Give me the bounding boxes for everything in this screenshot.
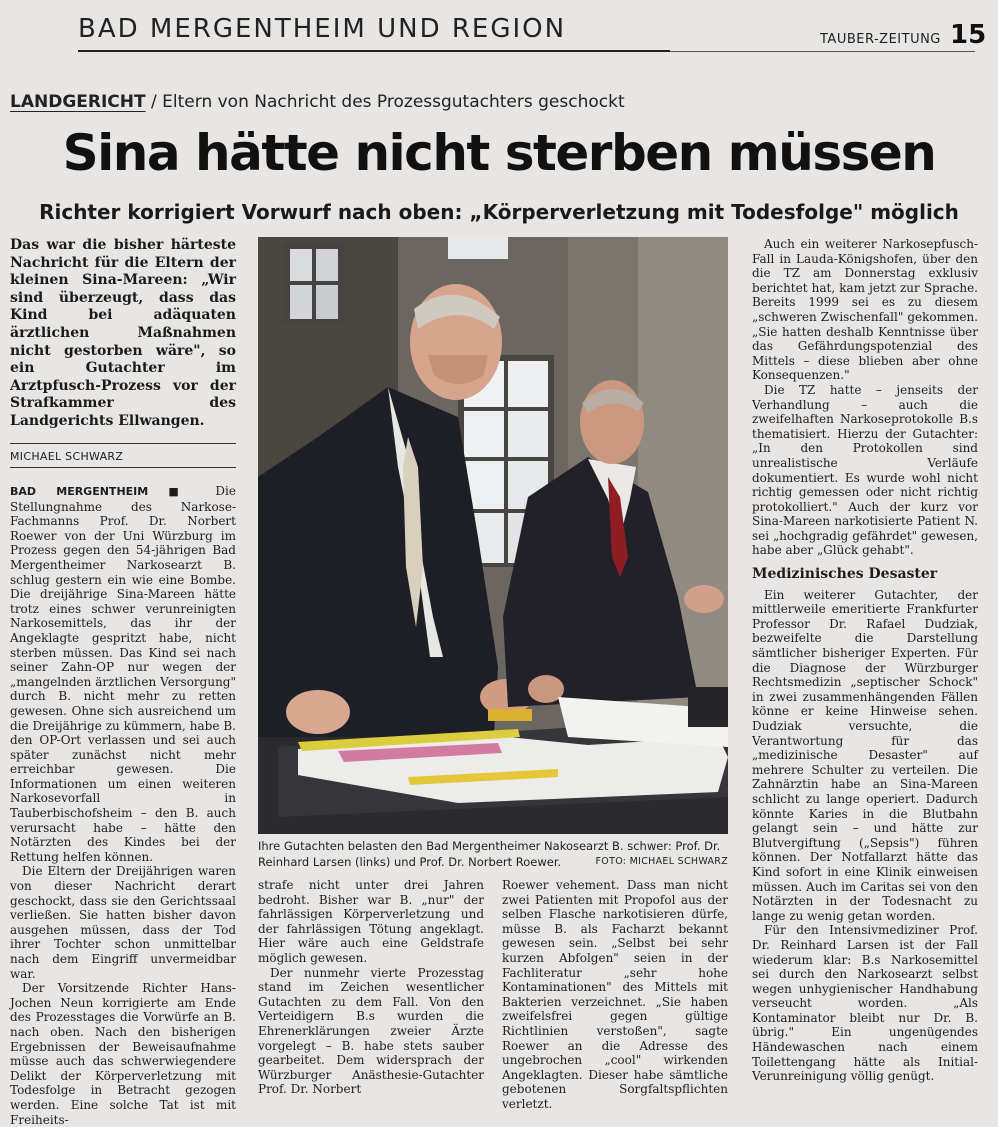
column-2 (258, 878, 484, 1097)
kicker-text: / Eltern von Nachricht des Prozessgutachters geschockt (145, 92, 625, 112)
column-4 (752, 237, 978, 1084)
body-paragraph: Roewer vehement. Dass man nicht zwei Patienten mit Propofol aus der selben Flasche narkotisieren dürfe, müsse B. als Facharzt bekannt gewesen sein. „Selbst bei sehr kurzen Abfolgen" seien in der Fachliteratur „sehr hohe Kontaminationen" des Mittels mit Bakterien verzeichnet. „Sie haben zweifelsfrei gegen gültige Richtlinien verstoßen", sagte Roewer an die Adresse des ungebrochen „cool" wirkenden Angeklagten. Dieser habe sämtliche gebotenen Sorgfaltspflichten verletzt. (502, 878, 728, 1111)
caption-text: Ihre Gutachten belasten den Bad Mergentheimer Nakosearzt B. schwer: Prof. Dr. Reinhard Larsen (links) und Prof. Dr. Norbert Roewer. (258, 839, 721, 869)
newspaper-name: TAUBER-ZEITUNG (820, 32, 941, 47)
section-title: BAD MERGENTHEIM UND REGION (78, 14, 567, 44)
body-paragraph: Der nunmehr vierte Prozesstag stand im Zeichen wesentlicher Gutachten zu dem Fall. Von den Verteidigern B.s wurden die Ehrenerklärungen zweier Ärzte vorgelegt – B. habe stets sauber gearbeitet. Dem widersprach der Würzburger Anästhesie-Gutachter Prof. Dr. Norbert (258, 965, 484, 1097)
kicker-label: LANDGERICHT (10, 92, 146, 112)
photo-credit: FOTO: MICHAEL SCHWARZ (595, 856, 728, 867)
body-paragraph: BAD MERGENTHEIM ■ Die Stellungnahme des Narkose-Fachmanns Prof. Dr. Norbert Roewer von der Uni Würzburg im Prozess gegen den 54-jährigen Bad Mergentheimer Narkosearzt B. schlug gestern ein wie eine Bombe. Die dreijährige Sina-Mareen hätte trotz eines schwer verunreinigten Narkosemittels, das ihr der Angeklagte gespritzt habe, nicht sterben müssen. Das Kind sei nach seiner Zahn-OP nur wegen der „mangelnden ärztlichen Versorgung" durch B. nicht mehr zu retten gewesen. Ohne sich ausreichend um die Dreijährige zu kümmern, habe B. den OP-Ort verlassen und sei auch später zunächst nicht mehr erreichbar gewesen. Die Informationen um einen weiteren Narkosevorfall in Tauberbischofsheim – den B. auch verursacht habe – hätte den Notärzten des Kindes bei der Rettung helfen können. (10, 484, 236, 864)
masthead (78, 14, 987, 54)
masthead-rule (78, 50, 670, 52)
author-byline: MICHAEL SCHWARZ (10, 450, 124, 463)
body-paragraph: Die TZ hatte – jenseits der Verhandlung – auch die zweifelhaften Narkoseprotokolle B.s thematisiert. Hierzu der Gutachter: „In den Protokollen sind unrealistische Verläufe dokumentiert. Es wurde wohl nicht richtig gemessen oder nicht richtig protokolliert." Auch der kurz vor Sina-Mareen narkotisierte Patient N. sei „hochgradig gefährdet" gewesen, habe aber „Glück gehabt". (752, 382, 978, 558)
article-photo (258, 237, 728, 834)
column-1 (10, 484, 236, 1127)
photo-caption (258, 838, 728, 870)
section-subheading: Medizinisches Desaster (752, 566, 938, 583)
lead-paragraph: Das war die bisher härteste Nachricht für die Eltern der kleinen Sina-Mareen: „Wir sind überzeugt, dass das Kind bei adäquaten ärztlichen Maßnahmen nicht gestorben wäre", so ein Gutachter im Arztpfusch-Prozess vor der Strafkammer des Landgerichts Ellwangen. (10, 237, 236, 429)
body-paragraph: Für den Intensivmediziner Prof. Dr. Reinhard Larsen ist der Fall wiederum klar: B.s Narkosemittel sei durch den Narkosearzt selbst wegen unhygienischer Handhabung verseucht worden. „Als Kontaminator bleibt nur Dr. B. übrig." Ein ungenügendes Händewaschen nach einem Toilettengang hätte als Initial-Verunreinigung völlig genügt. (752, 923, 978, 1084)
body-paragraph: Die Eltern der Dreijährigen waren von dieser Nachricht derart geschockt, dass sie den Gerichtssaal verließen. Sie hatten bisher davon ausgehen müssen, dass der Tod ihrer Tochter schon unmittelbar nach dem Eingriff unvermeidbar war. (10, 864, 236, 981)
body-paragraph: strafe nicht unter drei Jahren bedroht. Bisher war B. „nur" der fahrlässigen Körperverletzung und der fahrlässigen Tötung angeklagt. Hier wäre auch eine Geldstrafe möglich gewesen. (258, 878, 484, 965)
body-paragraph: Auch ein weiterer Narkosepfusch-Fall in Lauda-Königshofen, über den die TZ am Donnerstag exklusiv berichtet hat, kam jetzt zur Sprache. Bereits 1999 sei es zu diesem „schweren Zwischenfall" gekommen. „Sie hatten deshalb Kenntnisse über das Gefährdungspotenzial des Mittels – diese blieben aber ohne Konsequenzen." (752, 237, 978, 383)
column-3 (502, 878, 728, 1112)
headline: Sina hätte nicht sterben müssen (62, 124, 936, 182)
body-paragraph: Ein weiterer Gutachter, der mittlerweile emeritierte Frankfurter Professor Dr. Rafael Dudziak, bezweifelte die Darstellung sämtlicher bisheriger Experten. Für die Diagnose der Würzburger Rechtsmedizin „septischer Schock" in zwei zusammenhängenden Fällen könne er keine Hinweise sehen. Dudziak versuchte, die Verantwortung für das „medizinische Desaster" auf mehrere Schulter zu verteilen. Die Zahnärztin habe an Sina-Mareen schlicht zu lange operiert. Dadurch könnte Karies in die Blutbahn gelangt sein – und hätte zur Blutvergiftung („Sepsis") führen können. Der Notfallarzt hätte das Kind sofort in eine Klinik einweisen müssen. Auch im Caritas sei von den Notärzten in der Todesnacht zu lange zu wenig getan worden. (752, 587, 978, 923)
body-paragraph: Der Vorsitzende Richter Hans-Jochen Neun korrigierte am Ende des Prozesstages die Vorwürfe an B. nach oben. Nach den bisherigen Ergebnissen der Beweisaufnahme müsse auch das schwerwiegendere Delikt der Körperverletzung mit Todesfolge in Betracht gezogen werden. Eine solche Tat ist mit Freiheits- (10, 981, 236, 1127)
author-rule-bottom (10, 467, 236, 468)
photo-illustration (258, 237, 728, 834)
masthead-rule-thin (670, 51, 975, 52)
subheadline: Richter korrigiert Vorwurf nach oben: „Körperverletzung mit Todesfolge" möglich (39, 200, 959, 224)
page-number: 15 (950, 20, 987, 50)
kicker (10, 92, 970, 112)
dateline: BAD MERGENTHEIM ■ (10, 485, 196, 498)
author-rule-top (10, 443, 236, 444)
